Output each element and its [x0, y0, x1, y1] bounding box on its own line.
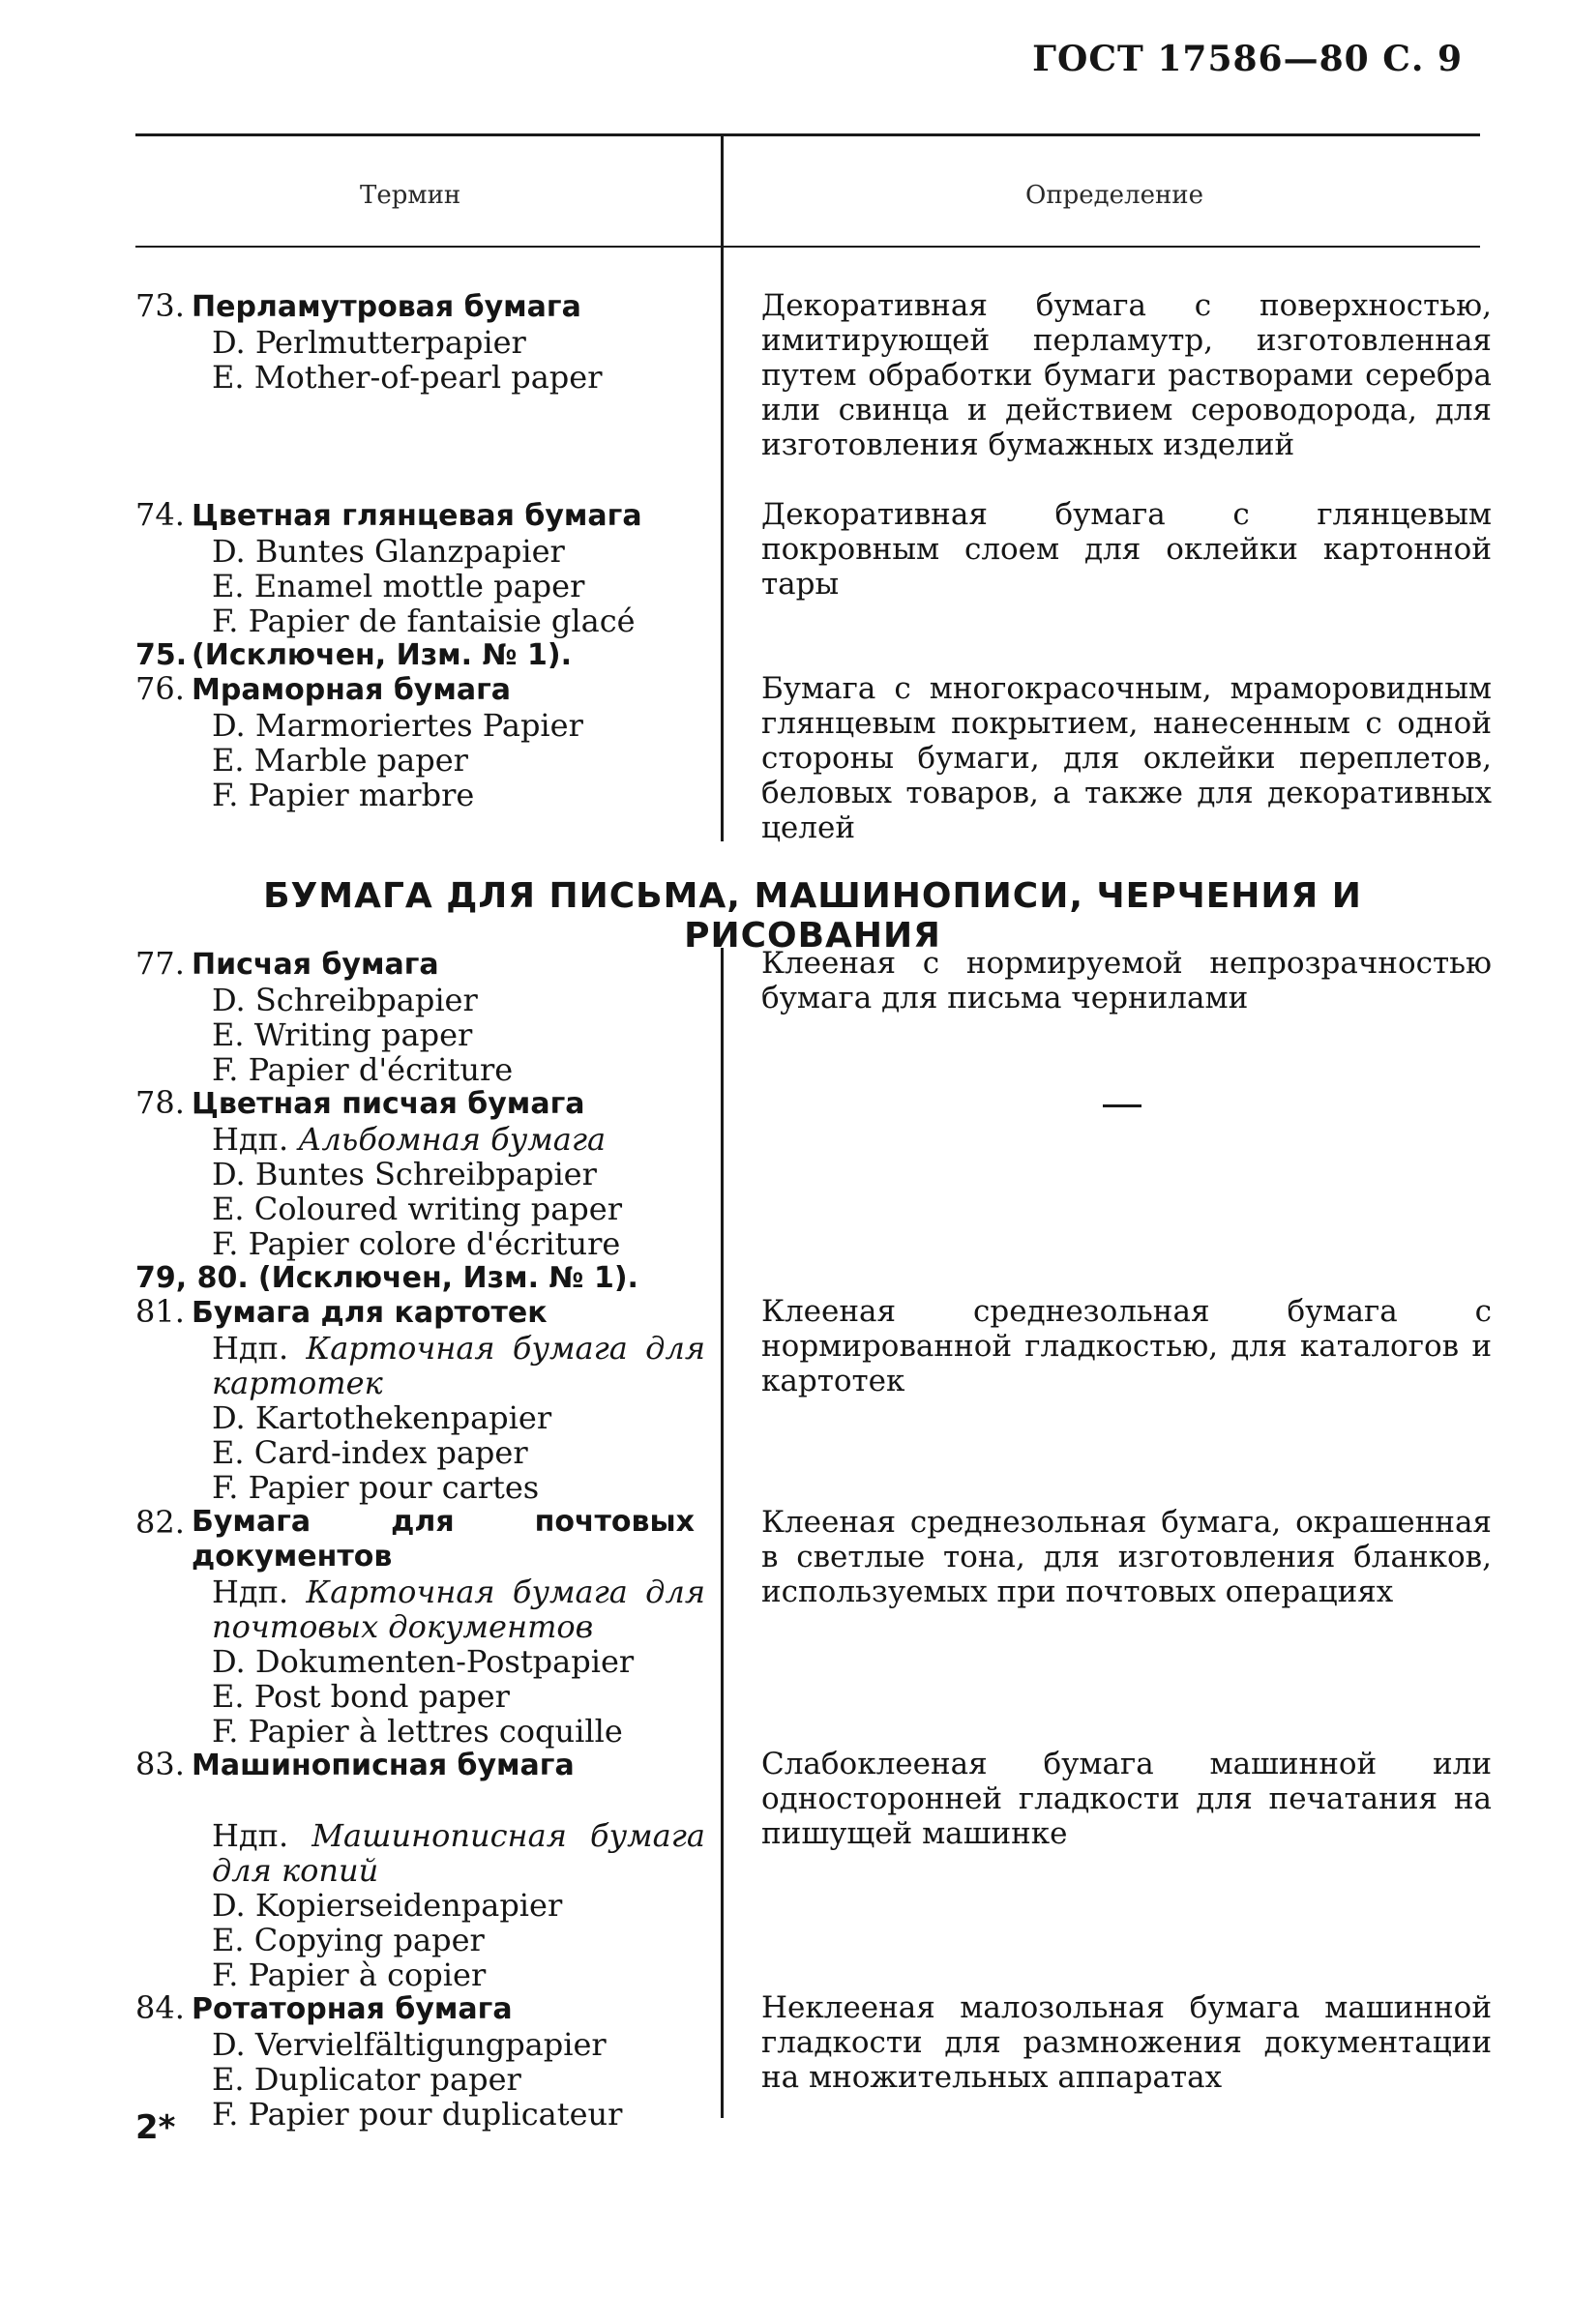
term-number: 81.: [135, 1293, 185, 1330]
term-entry-77: [135, 946, 716, 1087]
term-number: 75.: [135, 638, 188, 672]
term-translation: D. Buntes Schreibpapier: [212, 1156, 597, 1192]
term-translation: F. Papier à copier: [212, 1956, 487, 1993]
term-translation: D. Buntes Glanzpapier: [212, 533, 565, 570]
definition-82: Клееная среднезольная бумага, окрашенная в светлые тона, для изготовления бланков, используемых при почтовых операциях: [761, 1505, 1492, 1609]
ndp-label: Ндп.: [212, 1817, 289, 1854]
term-translation: E. Duplicator paper: [212, 2061, 521, 2098]
table-top-rule: [135, 133, 1480, 136]
definition-74: Декоративная бумага с глянцевым покровным слоем для оклейки картонной тары: [761, 497, 1492, 602]
term-translation: D. Kopierseidenpapier: [212, 1887, 563, 1924]
definition-73: Декоративная бумага с поверхностью, имитирующей перламутр, изготовленная путем обработки бумаги растворами серебра или свинца и действием сероводорода, для изготовления бумажных изделий: [761, 288, 1492, 462]
term-name: Перламутровая бумага: [192, 290, 581, 324]
term-entry-81: [135, 1294, 716, 1505]
term-entry-74: [135, 497, 716, 638]
page-header: ГОСТ 17586—80 С. 9: [1032, 39, 1463, 79]
term-number: 79, 80.: [135, 1261, 249, 1295]
term-translation: D. Perlmutterpapier: [212, 324, 526, 361]
term-translation: E. Writing paper: [212, 1016, 473, 1053]
ndp-term: Карточная бумага для почтовых документов: [212, 1574, 706, 1645]
term-translation: D. Dokumenten-Postpapier: [212, 1643, 635, 1680]
ndp-label: Ндп.: [212, 1121, 289, 1158]
term-name: Бумага для почтовых документов: [192, 1505, 695, 1574]
term-translation: E. Mother-of-pearl paper: [212, 359, 603, 396]
definition-76: Бумага с многокрасочным, мраморовидным глянцевым покрытием, нанесенным с одной стороны бумаги, для оклейки переплетов, беловых товаров, а также для декоративных целей: [761, 671, 1492, 845]
term-translation: D. Marmoriertes Papier: [212, 707, 583, 744]
term-translation: E. Card-index paper: [212, 1434, 528, 1471]
term-number: 76.: [135, 670, 185, 707]
term-name: Бумага для картотек: [192, 1296, 548, 1330]
term-entry-83: [135, 1747, 716, 1992]
term-entry-79-80: [135, 1259, 716, 1296]
term-name: Машинописная бумага: [192, 1749, 575, 1782]
term-number: 78.: [135, 1084, 185, 1121]
ndp-term: Альбомная бумага: [298, 1121, 607, 1158]
term-name: Цветная писчая бумага: [192, 1087, 585, 1121]
term-entry-84: [135, 1990, 716, 2132]
column-divider: [721, 135, 724, 841]
section-heading: БУМАГА ДЛЯ ПИСЬМА, МАШИНОПИСИ, ЧЕРЧЕНИЯ И РИСОВАНИЯ: [263, 876, 1362, 956]
term-translation: F. Papier d'écriture: [212, 1051, 514, 1088]
term-name: Мраморная бумага: [192, 673, 512, 707]
page-footer-mark: 2*: [135, 2108, 176, 2147]
ndp-label: Ндп.: [212, 1330, 289, 1367]
ndp-term: Карточная бумага для картотек: [212, 1330, 706, 1401]
term-number: 77.: [135, 945, 185, 982]
term-translation: D. Kartothekenpapier: [212, 1399, 552, 1436]
term-number: 84.: [135, 1989, 185, 2026]
term-number: 74.: [135, 496, 185, 533]
term-translation: F. Papier pour cartes: [212, 1469, 540, 1506]
term-translation: F. Papier à lettres coquille: [212, 1713, 623, 1750]
term-translation: D. Vervielfältigungpapier: [212, 2026, 607, 2063]
term-entry-73: [135, 288, 716, 395]
term-translation: E. Marble paper: [212, 742, 468, 779]
term-translation: F. Papier marbre: [212, 777, 475, 813]
term-translation: E. Copying paper: [212, 1922, 485, 1958]
definition-84: Неклееная малозольная бумага машинной гладкости для размножения документации на множительных аппаратах: [761, 1990, 1492, 2095]
term-translation: F. Papier de fantaisie glacé: [212, 603, 636, 639]
definition-83: Слабоклееная бумага машинной или односторонней гладкости для печатания на пишущей машинке: [761, 1747, 1492, 1851]
column-header-term: Термин: [360, 181, 461, 210]
ndp-term: Машинописная бумага для копий: [212, 1817, 705, 1889]
term-name: (Исключен, Изм. № 1).: [192, 638, 573, 672]
definition-78-dash: [1103, 1104, 1141, 1107]
term-number: 73.: [135, 287, 185, 324]
term-entry-75: [135, 636, 716, 673]
term-translation: E. Post bond paper: [212, 1678, 510, 1715]
definition-77: Клееная с нормируемой непрозрачностью бумага для письма чернилами: [761, 946, 1492, 1015]
table-header-rule: [135, 246, 1480, 248]
term-number: 82.: [135, 1504, 185, 1541]
term-translation: D. Schreibpapier: [212, 982, 478, 1018]
term-name: Цветная глянцевая бумага: [192, 499, 642, 533]
term-translation: E. Coloured writing paper: [212, 1191, 623, 1227]
term-name: Писчая бумага: [192, 948, 439, 982]
term-name: (Исключен, Изм. № 1).: [257, 1261, 638, 1295]
term-entry-82: [135, 1505, 716, 1749]
term-entry-76: [135, 671, 716, 812]
column-header-definition: Определение: [1025, 181, 1204, 210]
term-translation: F. Papier pour duplicateur: [212, 2096, 623, 2133]
column-divider: [721, 948, 724, 2118]
term-entry-78: [135, 1085, 716, 1261]
term-number: 83.: [135, 1746, 185, 1782]
definition-81: Клееная среднезольная бумага с нормированной гладкостью, для каталогов и картотек: [761, 1294, 1492, 1398]
term-name: Ротаторная бумага: [192, 1992, 513, 2026]
term-translation: F. Papier colore d'écriture: [212, 1225, 621, 1262]
ndp-label: Ндп.: [212, 1574, 289, 1610]
term-translation: E. Enamel mottle paper: [212, 568, 585, 604]
